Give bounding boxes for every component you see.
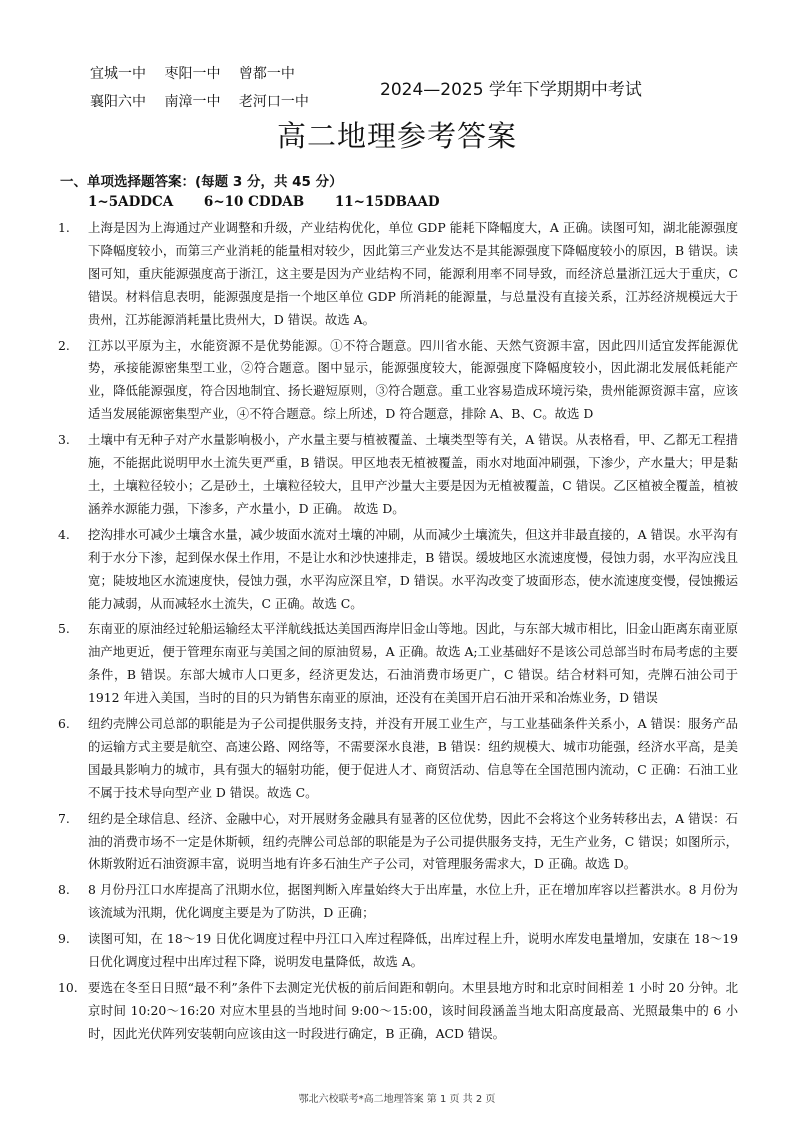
item-number: 3. (58, 432, 70, 448)
exam-title: 2024—2025 学年下学期期中考试 (380, 80, 642, 100)
answer-group: 6~10 CDDAB (203, 194, 305, 210)
item-text: 纽约壳牌公司总部的职能是为子公司提供服务支持，并没有开展工业生产，与工业基础条件关系小，A 错误：服务产品的运输方式主要是航空、高速公路、网络等，不需要深水良港，B 错误：纽约规模大、城市功能强，经济水平高，是美国最具影响力的城市，具有强大的辐射功能，便于促进人才、商贸活动、信息等在全国范围内流动，C 正确：石油工业不属于技术导向型产业 D 错误。故选 C。 (88, 716, 738, 800)
school-name: 枣阳一中 (164, 66, 221, 82)
school-name: 襄阳六中 (90, 94, 146, 110)
page-footer: 鄂北六校联考*高二地理答案 第 1 页 共 2 页 (298, 1094, 496, 1105)
school-row-2 (90, 88, 323, 116)
item-text: 8 月份丹江口水库提高了汛期水位，据图判断入库量始终大于出库量，水位上升，正在增加库容以拦蓄洪水。8 月份为该流域为汛期，优化调度主要是为了防洪，D 正确； (88, 882, 738, 921)
explanation-item (58, 524, 738, 616)
school-list (90, 60, 323, 116)
section-heading: 一、单项选择题答案：(每题 3 分，共 45 分） (60, 174, 343, 190)
explanation-item (58, 977, 738, 1046)
item-number: 8. (58, 882, 70, 898)
answer-key (88, 194, 466, 210)
explanation-item (58, 335, 738, 427)
explanation-item (58, 429, 738, 521)
item-text: 挖沟排水可减少土壤含水量，减少坡面水流对土壤的冲刷，从而减少土壤流失，但这并非最直接的，A 错误。水平沟有利于水分下渗，起到保水保土作用，不是让水和沙快速排走，B 错误。缓坡地区水流速度慢，侵蚀力弱，水平沟应浅且宽；陡坡地区水流速度快，侵蚀力强，水平沟应深且窄，D 错误。水平沟改变了坡面形态，使水流速度变慢，侵蚀搬运能力减弱，从而减轻水土流失，C 正确。故选 C。 (88, 526, 738, 611)
explanation-item (58, 713, 738, 805)
item-number: 10. (58, 980, 78, 995)
page-title: 高二地理参考答案 (276, 119, 517, 153)
explanation-item (58, 618, 738, 710)
item-number: 6. (58, 716, 70, 732)
item-text: 纽约是全球信息、经济、金融中心，对开展财务金融具有显著的区位优势，因此不会将这个业务转移出去，A 错误：石油的消费市场不一定是休斯顿，纽约壳牌公司总部的职能是为子公司提供服务支持，无生产业务，C 错误；如图所示，休斯敦附近石油资源丰富，说明当地有许多石油生产子公司，对管理服务需求大，D 正确。故选 D。 (88, 810, 738, 872)
school-name: 宜城一中 (90, 66, 146, 82)
school-name: 曾都一中 (238, 66, 295, 82)
answer-group: 11~15DBAAD (334, 194, 440, 210)
item-text: 要选在冬至日日照“最不利”条件下去测定光伏板的前后间距和朝向。木里县地方时和北京时间相差 1 小时 20 分钟。北京时间 10:20～16:20 对应木里县的当地时间 9:00～15:00，该时间段涵盖当地太阳高度最高、光照最集中的 6 小时，因此光伏阵列安装朝向应该由这一时段进行确定，B 正确，ACD 错误。 (88, 980, 738, 1041)
item-number: 9. (58, 931, 70, 947)
explanation-item (58, 928, 738, 974)
explanation-item (58, 808, 738, 877)
answer-group: 1~5ADDCA (88, 194, 174, 210)
item-text: 江苏以平原为主，水能资源不是优势能源。①不符合题意。四川省水能、天然气资源丰富，因此四川适宜发挥能源优势，承接能源密集型工业，②符合题意。图中显示，能源强度较大，能源强度下降幅度较小，因此湖北发展低耗能产业，降低能源强度，符合因地制宜、扬长避短原则，③符合题意。重工业容易造成环境污染，贵州能源资源丰富，应该适当发展能源密集型产业，④不符合题意。综上所述，D 符合题意，排除 A、B、C。故选 D (88, 337, 738, 422)
item-number: 1. (58, 220, 70, 235)
explanation-item (58, 217, 738, 332)
item-number: 2. (58, 337, 70, 353)
item-number: 4. (58, 526, 70, 542)
explanation-item (58, 879, 738, 925)
item-number: 7. (58, 810, 70, 826)
school-name: 老河口一中 (238, 94, 309, 110)
explanation-list (58, 217, 738, 1049)
item-text: 土壤中有无种子对产水量影响极小，产水量主要与植被覆盖、土壤类型等有关，A 错误。从表格看，甲、乙都无工程措施，不能据此说明甲水土流失更严重，B 错误。甲区地表无植被覆盖，雨水对地面冲刷强，下渗少，产水量大；甲是黏土，土壤粒径较小；乙是砂土，土壤粒径较大，且甲产沙量大主要是因为无植被覆盖，C 错误。乙区植被全覆盖，植被涵养水源能力强，下渗多，产水量小，D 正确。 故选 D。 (88, 432, 738, 516)
school-row-1 (90, 60, 323, 88)
item-text: 上海是因为上海通过产业调整和升级，产业结构优化，单位 GDP 能耗下降幅度大，A 正确。读图可知，湖北能源强度下降幅度较小，而第三产业消耗的能量相对较少，因此第三产业发达不是其能源强度下降幅度较小的原因，B 错误。读图可知，重庆能源强度高于浙江，这主要是因为产业结构不同，能源利用率不同导致，而经济总量浙江远大于重庆，C 错误。材料信息表明，能源强度是指一个地区单位 GDP 所消耗的能源量，与总量没有直接关系，江苏经济规模远大于贵州，江苏能源消耗量比贵州大，D 错误。故选 A。 (88, 220, 738, 327)
item-text: 东南亚的原油经过轮船运输经太平洋航线抵达美国西海岸旧金山等地。因此，与东部大城市相比，旧金山距离东南亚原油产地更近，便于管理东南亚与美国之间的原油贸易，A 正确。故选 A;工业基础好不是该公司总部当时布局考虑的主要条件，B 错误。东部大城市人口更多，经济更发达，石油消费市场更广，C 错误。结合材料可知，壳牌石油公司于 1912 年进入美国，当时的目的只为销售东南亚的原油，还没有在美国开启石油开采和冶炼业务，D 错误 (88, 621, 738, 706)
item-text: 读图可知，在 18～19 日优化调度过程中丹江口入库过程降低，出库过程上升，说明水库发电量增加，安康在 18～19 日优化调度过程中出库过程下降，说明发电量降低，故选 A。 (88, 931, 738, 970)
school-name: 南漳一中 (164, 94, 221, 110)
item-number: 5. (58, 621, 70, 637)
